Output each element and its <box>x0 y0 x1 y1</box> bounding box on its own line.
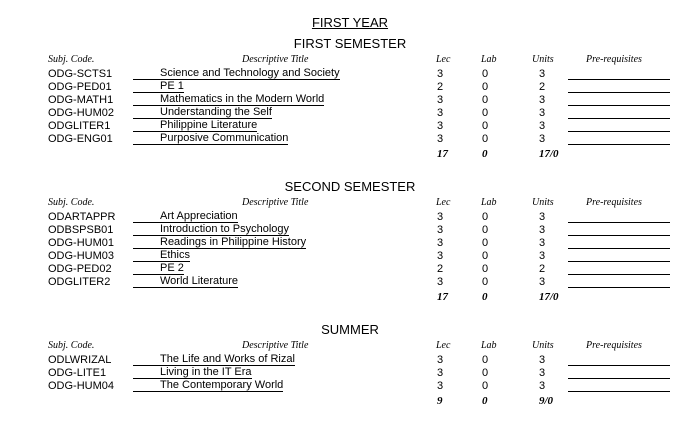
lab-hours: 0 <box>482 276 489 288</box>
lec-hours: 3 <box>437 120 444 132</box>
header-units: Units <box>532 340 554 351</box>
total-units: 9/0 <box>539 395 554 407</box>
lab-hours: 0 <box>482 133 489 145</box>
header-units: Units <box>532 54 554 65</box>
table-row <box>0 367 700 380</box>
subject-title: Mathematics in the Modern World <box>160 93 325 105</box>
title-underline <box>133 276 160 288</box>
lab-hours: 0 <box>482 367 489 379</box>
title-underline <box>133 120 160 132</box>
table-row <box>0 224 700 237</box>
subject-title: Introduction to Psychology <box>160 223 290 235</box>
lec-hours: 3 <box>437 250 444 262</box>
units: 2 <box>539 81 546 93</box>
units: 3 <box>539 133 546 145</box>
title-underline <box>133 380 160 392</box>
subject-code: ODARTAPPR <box>48 211 116 223</box>
units: 3 <box>539 94 546 106</box>
header-descriptive-title: Descriptive Title <box>242 197 309 208</box>
subject-code: ODG-HUM01 <box>48 237 115 249</box>
table-row <box>0 237 700 250</box>
subject-code: ODG-HUM03 <box>48 250 115 262</box>
subject-title: Ethics <box>160 249 190 261</box>
subject-code: ODLWRIZAL <box>48 354 112 366</box>
lab-hours: 0 <box>482 94 489 106</box>
header-descriptive-title: Descriptive Title <box>242 340 309 351</box>
title-underline <box>133 237 160 249</box>
title-underline <box>133 81 160 93</box>
title-underline <box>133 68 160 80</box>
subject-code: ODG-HUM04 <box>48 380 115 392</box>
lec-hours: 3 <box>437 276 444 288</box>
title-underline <box>133 263 160 275</box>
lab-hours: 0 <box>482 250 489 262</box>
units: 3 <box>539 367 546 379</box>
table-row <box>0 211 700 224</box>
subject-title: Readings in Philippine History <box>160 236 307 248</box>
units: 3 <box>539 276 546 288</box>
total-lec: 17 <box>437 291 448 303</box>
header-prerequisites: Pre-requisites <box>586 54 642 65</box>
lec-hours: 3 <box>437 107 444 119</box>
title-underline <box>133 367 160 379</box>
first-semester-title: FIRST SEMESTER <box>293 36 407 51</box>
total-units: 17/0 <box>539 291 559 303</box>
header-prerequisites: Pre-requisites <box>586 340 642 351</box>
second-semester-title: SECOND SEMESTER <box>284 179 416 194</box>
header-units: Units <box>532 197 554 208</box>
subject-title: PE 1 <box>160 80 184 92</box>
table-row <box>0 120 700 133</box>
subject-code: ODG-MATH1 <box>48 94 114 106</box>
units: 3 <box>539 211 546 223</box>
title-underline <box>133 250 160 262</box>
header-lab: Lab <box>481 54 497 65</box>
prerequisite-blank <box>568 224 670 236</box>
total-lec: 9 <box>437 395 443 407</box>
prerequisite-blank <box>568 263 670 275</box>
table-row <box>0 94 700 107</box>
lab-hours: 0 <box>482 68 489 80</box>
prerequisite-blank <box>568 94 670 106</box>
lec-hours: 2 <box>437 263 444 275</box>
lab-hours: 0 <box>482 211 489 223</box>
prerequisite-blank <box>568 250 670 262</box>
subject-title: Science and Technology and Society <box>160 67 340 79</box>
total-units: 17/0 <box>539 148 559 160</box>
year-title: FIRST YEAR <box>311 15 389 30</box>
units: 3 <box>539 107 546 119</box>
lec-hours: 3 <box>437 133 444 145</box>
prerequisite-blank <box>568 120 670 132</box>
header-subject-code: Subj. Code. <box>48 54 95 65</box>
units: 2 <box>539 263 546 275</box>
subject-code: ODG-LITE1 <box>48 367 107 379</box>
units: 3 <box>539 237 546 249</box>
title-underline <box>133 94 160 106</box>
subject-code: ODG-SCTS1 <box>48 68 113 80</box>
subject-title: Purposive Communication <box>160 132 289 144</box>
subject-title: Philippine Literature <box>160 119 258 131</box>
subject-title: The Life and Works of Rizal <box>160 353 295 365</box>
header-descriptive-title: Descriptive Title <box>242 54 309 65</box>
header-lab: Lab <box>481 340 497 351</box>
lec-hours: 3 <box>437 224 444 236</box>
prerequisite-blank <box>568 133 670 145</box>
prerequisite-blank <box>568 68 670 80</box>
table-row <box>0 250 700 263</box>
lec-hours: 3 <box>437 211 444 223</box>
prerequisite-blank <box>568 211 670 223</box>
table-row <box>0 133 700 146</box>
lec-hours: 2 <box>437 81 444 93</box>
prerequisite-blank <box>568 367 670 379</box>
subject-code: ODG-PED02 <box>48 263 112 275</box>
subject-code: ODG-PED01 <box>48 81 112 93</box>
lab-hours: 0 <box>482 81 489 93</box>
units: 3 <box>539 250 546 262</box>
lec-hours: 3 <box>437 237 444 249</box>
header-prerequisites: Pre-requisites <box>586 197 642 208</box>
prerequisite-blank <box>568 354 670 366</box>
lab-hours: 0 <box>482 120 489 132</box>
lec-hours: 3 <box>437 380 444 392</box>
header-lec: Lec <box>436 54 451 65</box>
subject-title: Living in the IT Era <box>160 366 252 378</box>
title-underline <box>133 107 160 119</box>
table-row <box>0 380 700 393</box>
subject-code: ODGLITER1 <box>48 120 111 132</box>
total-lec: 17 <box>437 148 448 160</box>
title-underline <box>133 354 160 366</box>
units: 3 <box>539 380 546 392</box>
header-lec: Lec <box>436 197 451 208</box>
lab-hours: 0 <box>482 237 489 249</box>
lab-hours: 0 <box>482 380 489 392</box>
table-row <box>0 263 700 276</box>
lec-hours: 3 <box>437 94 444 106</box>
header-lab: Lab <box>481 197 497 208</box>
table-row <box>0 276 700 289</box>
subject-title: PE 2 <box>160 262 184 274</box>
subject-code: ODG-ENG01 <box>48 133 113 145</box>
title-underline <box>133 133 160 145</box>
header-subject-code: Subj. Code. <box>48 340 95 351</box>
header-subject-code: Subj. Code. <box>48 197 95 208</box>
total-lab: 0 <box>482 291 488 303</box>
table-row <box>0 81 700 94</box>
subject-title: The Contemporary World <box>160 379 284 391</box>
prerequisite-blank <box>568 237 670 249</box>
lab-hours: 0 <box>482 107 489 119</box>
lec-hours: 3 <box>437 68 444 80</box>
title-underline <box>133 224 160 236</box>
prerequisite-blank <box>568 380 670 392</box>
table-row <box>0 354 700 367</box>
subject-code: ODG-HUM02 <box>48 107 115 119</box>
lec-hours: 3 <box>437 354 444 366</box>
table-row <box>0 107 700 120</box>
subject-title: Understanding the Self <box>160 106 272 118</box>
subject-code: ODBSPSB01 <box>48 224 114 236</box>
lec-hours: 3 <box>437 367 444 379</box>
subject-code: ODGLITER2 <box>48 276 111 288</box>
subject-title: Art Appreciation <box>160 210 238 222</box>
total-lab: 0 <box>482 148 488 160</box>
subject-title: World Literature <box>160 275 239 287</box>
total-lab: 0 <box>482 395 488 407</box>
lab-hours: 0 <box>482 224 489 236</box>
prerequisite-blank <box>568 276 670 288</box>
title-underline <box>133 211 160 223</box>
lab-hours: 0 <box>482 354 489 366</box>
header-lec: Lec <box>436 340 451 351</box>
summer-title: SUMMER <box>321 322 379 337</box>
units: 3 <box>539 224 546 236</box>
units: 3 <box>539 68 546 80</box>
prerequisite-blank <box>568 81 670 93</box>
units: 3 <box>539 120 546 132</box>
lab-hours: 0 <box>482 263 489 275</box>
prerequisite-blank <box>568 107 670 119</box>
table-row <box>0 68 700 81</box>
units: 3 <box>539 354 546 366</box>
